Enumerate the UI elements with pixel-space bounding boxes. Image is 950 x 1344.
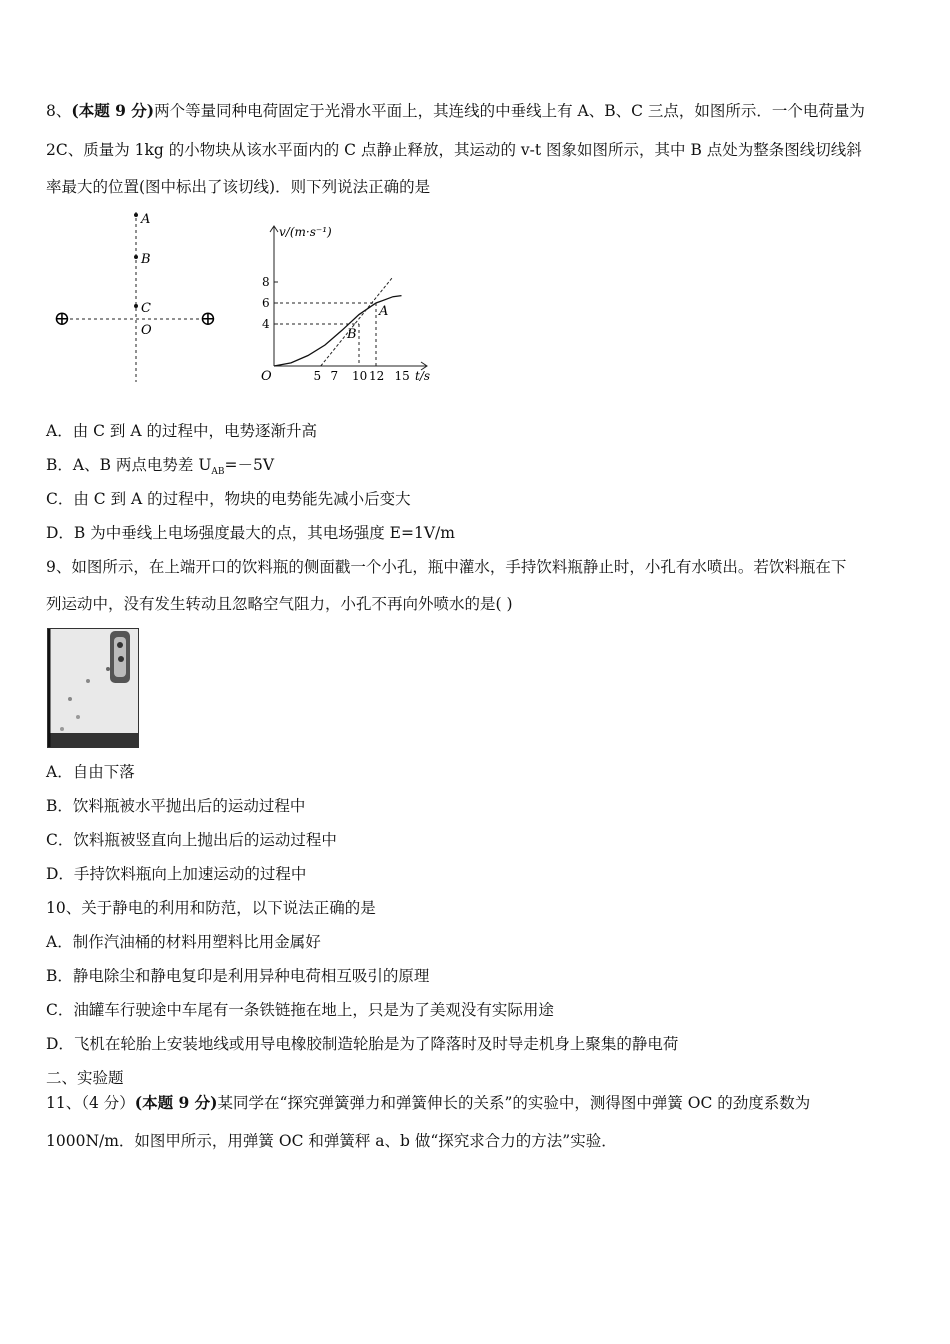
q10-option-a: A．制作汽油桶的材料用塑料比用金属好 (46, 933, 321, 951)
x-tick-label: 7 (330, 369, 339, 383)
y-tick-label: 4 (262, 317, 270, 331)
chart-point-a: A (379, 304, 389, 319)
x-tick-label: 15 (394, 369, 410, 383)
q10-option-b: B．静电除尘和静电复印是利用异种电荷相互吸引的原理 (46, 967, 430, 985)
y-axis-label: v/(m·s⁻¹) (279, 225, 332, 239)
origin-label: O (261, 369, 272, 384)
q9-option-c: C．饮料瓶被竖直向上抛出后的运动过程中 (46, 831, 337, 849)
q8-option-b: B．A、B 两点电势差 $U_{AB}=-5V$ (46, 456, 275, 478)
q11-line1: 11、（4 分）(本题 9 分)某同学在“探究弹簧弹力和弹簧伸长的关系”的实验中，测得图中弹簧 OC 的劲度系数为 (46, 1093, 811, 1112)
charge-left: ⊕ (53, 306, 71, 330)
q8-line1: 8、(本题 9 分)两个等量同种电荷固定于光滑水平面上，其连线的中垂线上有 A、B、C 三点，如图所示．一个电荷量为 (46, 101, 865, 120)
charge-right: ⊕ (199, 306, 217, 330)
x-axis-label: t/s (415, 369, 431, 383)
q8-option-d: D．B 为中垂线上电场强度最大的点，其电场强度 E=1V/m (46, 524, 455, 542)
x-tick-label: 10 (352, 369, 368, 383)
q8-line3: 率最大的位置(图中标出了该切线)．则下列说法正确的是 (46, 178, 431, 196)
x-tick-label: 12 (369, 369, 385, 383)
charge-diagram (50, 210, 220, 388)
q9-option-b: B．饮料瓶被水平抛出后的运动过程中 (46, 797, 306, 815)
tangent-line (321, 277, 393, 366)
q8-option-c: C．由 C 到 A 的过程中，物块的电势能先减小后变大 (46, 490, 411, 508)
q11-score: (本题 9 分) (134, 1093, 218, 1112)
x-tick-label: 5 (313, 369, 322, 383)
point-label-o: O (141, 323, 152, 338)
point-label-a: A (141, 212, 151, 227)
q11-line2: 1000N/m．如图甲所示，用弹簧 OC 和弹簧秤 a、b 做“探究求合力的方法”实验． (46, 1132, 617, 1150)
q8-score: (本题 9 分) (71, 101, 155, 120)
point-label-b: B (141, 252, 151, 267)
q9-option-a: A．自由下落 (46, 763, 135, 781)
y-tick-label: 8 (262, 275, 270, 289)
q10-stem: 10、关于静电的利用和防范，以下说法正确的是 (46, 899, 376, 917)
q8-option-a: A．由 C 到 A 的过程中，电势逐渐升高 (46, 422, 317, 440)
q9-line1: 9、如图所示，在上端开口的饮料瓶的侧面戳一个小孔，瓶中灌水，手持饮料瓶静止时，小孔有水喷出。若饮料瓶在下 (46, 558, 847, 576)
point-label-c: C (141, 301, 151, 316)
q10-option-c: C．油罐车行驶途中车尾有一条铁链拖在地上，只是为了美观没有实际用途 (46, 1001, 554, 1019)
q10-option-d: D．飞机在轮胎上安装地线或用导电橡胶制造轮胎是为了降落时及时导走机身上聚集的静电荷 (46, 1035, 679, 1053)
bottle-photo (47, 628, 139, 748)
vt-chart (255, 218, 440, 388)
chart-point-b: B (347, 327, 357, 342)
q9-option-d: D．手持饮料瓶向上加速运动的过程中 (46, 865, 307, 883)
y-tick-label: 6 (262, 296, 270, 310)
q8-line2: 2C、质量为 1kg 的小物块从该水平面内的 C 点静止释放，其运动的 v-t 图象如图所示，其中 B 点处为整条图线切线斜 (46, 141, 862, 159)
section-heading: 二、实验题 (46, 1069, 124, 1087)
q9-line2: 列运动中，没有发生转动且忽略空气阻力，小孔不再向外喷水的是( ) (46, 595, 513, 613)
